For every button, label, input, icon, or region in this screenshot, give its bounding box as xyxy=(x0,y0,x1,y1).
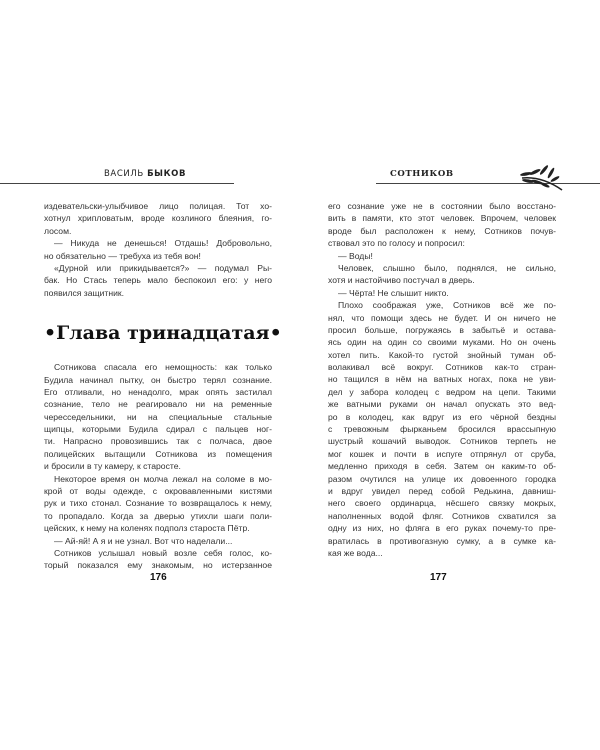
text-line: «Дурной или прикидывается?» — подумал Ры- xyxy=(54,262,272,273)
text-line: появился защитник. xyxy=(44,287,125,298)
right-page-text xyxy=(328,200,556,559)
paragraph xyxy=(328,262,556,287)
text-line: нял, что помощи здесь не будет. И он ничего не xyxy=(328,312,556,323)
laurel-branch-icon xyxy=(518,164,566,194)
paragraph xyxy=(44,200,272,237)
paragraph xyxy=(44,262,272,299)
text-line: и бросили в ту камеру, к старосте. xyxy=(44,461,181,472)
body-text xyxy=(328,200,556,559)
text-line: одну из них, но фляга в его руках почему-то пре- xyxy=(328,523,556,534)
text-line: полицейских вытащили Сотникова из помещения xyxy=(44,448,272,459)
text-line: торый показался ему знакомым, но истерзанное xyxy=(44,560,272,571)
text-line: его сознание уже не в состоянии было восстано- xyxy=(328,201,556,211)
text-line: Будила начинал пытку, он быстро терял сознание. xyxy=(44,374,272,385)
text-line: дел у забора колодец с ведром на цепи. Такими xyxy=(328,386,556,397)
text-line: рук и тихо стонал. Сознание то возвращалось к нему, xyxy=(44,498,272,509)
text-line: Сотникова спасала его немощность: как только xyxy=(54,362,272,373)
text-line: но тащился в нём на ватных ногах, пока не уви- xyxy=(328,374,556,385)
text-line: наполненных водой фляг. Сотников схватился за xyxy=(328,510,556,521)
text-line: Его отливали, но ненадолго, мрак опять застилал xyxy=(44,386,272,397)
text-line: цейских, к нему на коленях подполз староста Пётр. xyxy=(44,523,250,534)
text-line: Некоторое время он молча лежал на соломе в мо- xyxy=(54,473,272,484)
text-line: хотел пить. Какой-то густой знойный туман об- xyxy=(328,349,556,360)
page-number: 176 xyxy=(150,572,167,583)
page-number: 177 xyxy=(430,572,447,583)
text-line: него своего ординарца, нёсшего связку мокрых, xyxy=(328,498,556,509)
left-page-text xyxy=(44,200,282,572)
paragraph xyxy=(328,299,556,559)
paragraph xyxy=(328,287,556,299)
paragraph xyxy=(44,535,272,547)
text-line: — Воды! xyxy=(338,250,373,261)
running-head-title: СОТНИКОВ xyxy=(390,169,454,179)
text-line: с тревожным фырканьем бросился врассыпную xyxy=(328,424,556,435)
text-line: — Никуда не денешься! Отдашь! Добровольно, xyxy=(54,238,272,249)
text-line: крой от воды одежде, с окровавленными кистями xyxy=(44,486,272,497)
text-line: ясь один на один со своими муками. Но он очень xyxy=(328,337,556,348)
text-line: просил больше, погружаясь в забытьё и остава- xyxy=(328,324,556,335)
text-line: лосом. xyxy=(44,225,72,236)
text-before-chapter xyxy=(44,200,272,299)
right-page xyxy=(300,0,600,750)
header-rule xyxy=(376,183,600,184)
text-line: ти. Напрасно провозившись так с полчаса, двое xyxy=(44,436,272,447)
text-line: ро в колодец, как вдруг из его чёрной бездны xyxy=(328,411,556,422)
text-line: же ватными руками он начал опускать это вед- xyxy=(328,399,556,410)
paragraph xyxy=(328,200,556,250)
header-rule xyxy=(0,183,234,184)
chapter-title: •Глава тринадцатая• xyxy=(44,322,282,345)
text-line: щипцы, которыми Будила сдирал с пальцев ног- xyxy=(44,424,272,435)
text-line: — Чёрта! Не слышит никто. xyxy=(338,287,449,298)
text-line: ствовал это по голосу и попросил: xyxy=(328,238,465,249)
text-line: медленно приходя в себя. Затем он каким-то об- xyxy=(328,461,556,472)
text-line: но обязательно — требуха из тебя вон! xyxy=(44,250,201,261)
text-line: чересседельники, ни на специальные стальные xyxy=(44,411,272,422)
text-line: сознание, тело не реагировало ни на ременные xyxy=(44,399,272,410)
text-line: вить в памяти, кто этот человек. Впрочем, человек xyxy=(328,213,556,224)
author-last-name: БЫКОВ xyxy=(147,169,187,179)
author-first-name: ВАСИЛЬ xyxy=(104,169,144,179)
text-line: мог кошек и почти в испуге отпрянул от сруба, xyxy=(328,448,556,459)
text-line: Плохо соображая уже, Сотников всё же по- xyxy=(338,300,556,311)
paragraph xyxy=(44,361,272,473)
paragraph xyxy=(44,473,272,535)
paragraph xyxy=(328,250,556,262)
text-line: кая же вода... xyxy=(328,547,383,558)
paragraph xyxy=(44,547,272,572)
text-line: вратилась в противогазную сумку, а в сумке ка- xyxy=(328,535,556,546)
chapter-text xyxy=(44,361,272,572)
text-line: шустрый кошачий выводок. Сотников терпеть не xyxy=(328,436,556,447)
text-line: Сотников услышал новый возле себя голос, ко- xyxy=(54,547,272,558)
text-line: то пропадало. Когда за дверью утихли шаги поли- xyxy=(44,510,272,521)
text-line: волакивал всё вокруг. Сотников как-то стран- xyxy=(328,362,556,373)
paragraph xyxy=(44,237,272,262)
text-line: — Ай-яй! А я и не узнал. Вот что наделали... xyxy=(54,535,233,546)
text-line: бак. Но Стась теперь мало беспокоил его: у него xyxy=(44,275,272,286)
running-head-author xyxy=(104,169,186,179)
text-line: и вдруг увидел перед собой Редькина, давниш- xyxy=(328,485,556,496)
text-line: Человек, слышно было, поднялся, не сильно, xyxy=(338,262,556,273)
text-line: хотя и настойчиво постучал в дверь. xyxy=(328,275,475,286)
text-line: хотнул хрипловатым, вроде козлиного блеяния, го- xyxy=(44,213,272,224)
text-line: вроде был расположен к нему, Сотников почув- xyxy=(328,225,556,236)
text-line: издевательски-улыбчивое лицо полицая. Тот хо- xyxy=(44,201,272,211)
text-line: разом очутился на улице их довоенного городка xyxy=(328,473,556,484)
